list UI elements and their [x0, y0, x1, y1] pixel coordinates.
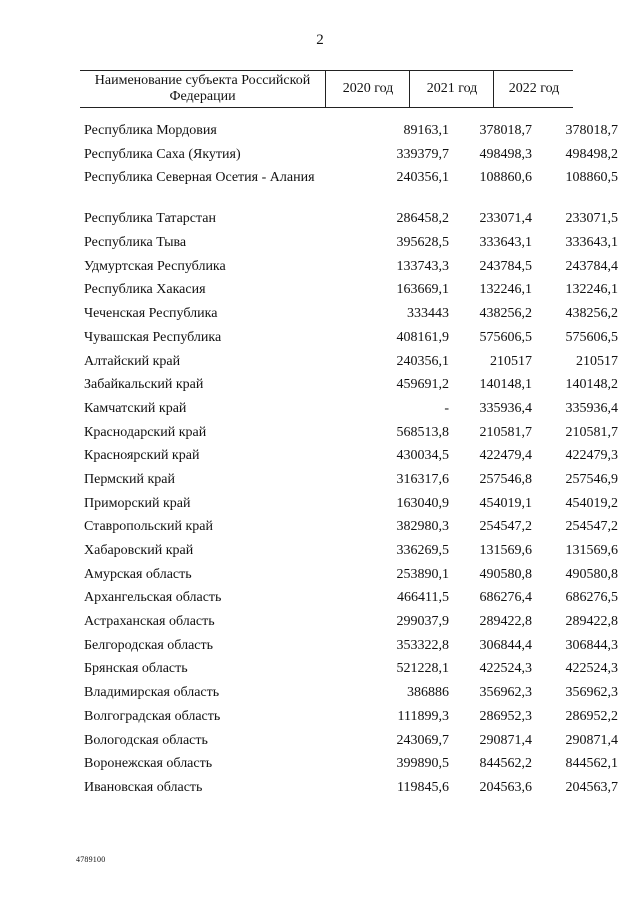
- value-2022-cell: 243784,4: [565, 258, 618, 274]
- table-row: [84, 471, 618, 495]
- value-2020-cell: 111899,3: [397, 708, 449, 724]
- value-2021-cell: 454019,1: [479, 495, 532, 511]
- value-2021-cell: 254547,2: [479, 519, 532, 535]
- table-row: [84, 660, 618, 684]
- table-row: [84, 732, 618, 756]
- value-2020-cell: 521228,1: [396, 661, 449, 677]
- value-2020-cell: 459691,2: [396, 377, 449, 393]
- value-2020-cell: 299037,9: [396, 614, 449, 630]
- value-2020-cell: 240356,1: [396, 170, 449, 186]
- value-2020-cell: 240356,1: [396, 353, 449, 369]
- value-2020-cell: 333443: [407, 306, 449, 322]
- value-2022-cell: 422479,3: [565, 448, 618, 464]
- value-2021-cell: 498498,3: [479, 146, 532, 162]
- region-name-cell: Пермский край: [84, 471, 175, 487]
- value-2020-cell: 382980,3: [396, 519, 449, 535]
- region-name-cell: Чувашская Республика: [84, 329, 222, 345]
- region-name-cell: Белгородская область: [84, 637, 214, 653]
- value-2021-cell: 233071,4: [479, 211, 532, 227]
- value-2020-cell: 568513,8: [396, 424, 449, 440]
- region-name-cell: Республика Мордовия: [84, 123, 217, 138]
- table-row: [84, 210, 618, 234]
- value-2022-cell: 844562,1: [565, 756, 618, 772]
- region-name-cell: Волгоградская область: [84, 708, 221, 724]
- value-2021-cell: 289422,8: [479, 614, 532, 630]
- region-name-cell: Воронежская область: [84, 756, 213, 772]
- table-row: [84, 424, 618, 448]
- region-name-cell: Архангельская область: [84, 590, 222, 606]
- value-2022-cell: 204563,7: [565, 779, 618, 795]
- value-2021-cell: 140148,1: [479, 377, 532, 393]
- header-year-2021: 2021 год: [409, 71, 494, 107]
- region-name-cell: Камчатский край: [84, 400, 187, 416]
- value-2022-cell: 140148,2: [565, 377, 618, 393]
- region-name-cell: Астраханская область: [84, 614, 215, 630]
- value-2022-cell: 132246,1: [565, 282, 618, 298]
- value-2020-cell: 336269,5: [396, 543, 449, 558]
- region-name-cell: Республика Хакасия: [84, 282, 206, 298]
- value-2022-cell: 131569,6: [565, 543, 618, 558]
- value-2021-cell: 378018,7: [479, 123, 532, 138]
- table-header: [80, 70, 573, 108]
- table-row: [84, 234, 618, 258]
- value-2020-cell: 353322,8: [396, 637, 449, 653]
- table-row: [84, 684, 618, 708]
- table-row: [84, 518, 618, 542]
- value-2021-cell: 356962,3: [479, 685, 532, 701]
- region-name-cell: Республика Северная Осетия - Алания: [84, 170, 315, 186]
- region-name-cell: Чеченская Республика: [84, 306, 218, 322]
- value-2020-cell: 133743,3: [396, 258, 449, 274]
- value-2022-cell: 108860,5: [565, 170, 618, 186]
- value-2021-cell: 286952,3: [479, 708, 532, 724]
- value-2020-cell: 399890,5: [396, 756, 449, 772]
- region-name-cell: Республика Саха (Якутия): [84, 146, 241, 162]
- table-row: [84, 122, 618, 146]
- value-2022-cell: 286952,2: [565, 708, 618, 724]
- region-name-cell: Республика Татарстан: [84, 211, 217, 227]
- value-2022-cell: 575606,5: [565, 329, 618, 345]
- region-name-cell: Республика Тыва: [84, 235, 187, 251]
- value-2021-cell: 422479,4: [479, 448, 532, 464]
- table-row: [84, 447, 618, 471]
- region-name-cell: Краснодарский край: [84, 424, 207, 440]
- value-2021-cell: 243784,5: [479, 258, 532, 274]
- value-2020-cell: 339379,7: [396, 146, 449, 162]
- table-row: [84, 376, 618, 400]
- region-name-cell: Хабаровский край: [84, 543, 194, 558]
- region-name-cell: Приморский край: [84, 495, 191, 511]
- table-row: [84, 305, 618, 329]
- value-2021-cell: 438256,2: [479, 306, 532, 322]
- table-row: [84, 566, 618, 590]
- region-name-cell: Забайкальский край: [84, 377, 204, 393]
- value-2022-cell: 438256,2: [565, 306, 618, 322]
- value-2021-cell: 844562,2: [479, 756, 532, 772]
- value-2022-cell: 378018,7: [565, 123, 618, 138]
- value-2021-cell: 306844,4: [479, 637, 532, 653]
- table-body: [84, 122, 618, 803]
- value-2022-cell: 686276,5: [565, 590, 618, 606]
- value-2020-cell: 408161,9: [396, 329, 449, 345]
- table-row: [84, 708, 618, 732]
- value-2022-cell: 290871,4: [565, 732, 618, 748]
- value-2021-cell: 108860,6: [479, 170, 532, 186]
- value-2021-cell: 132246,1: [479, 282, 532, 298]
- value-2022-cell: 356962,3: [565, 685, 618, 701]
- value-2022-cell: 422524,3: [565, 661, 618, 677]
- value-2022-cell: 257546,9: [565, 471, 618, 487]
- value-2022-cell: 454019,2: [565, 495, 618, 511]
- value-2021-cell: 210517: [490, 353, 532, 369]
- value-2020-cell: 243069,7: [396, 732, 449, 748]
- value-2022-cell: 254547,2: [565, 519, 618, 535]
- table-row: [84, 613, 618, 637]
- value-2021-cell: 490580,8: [479, 566, 532, 582]
- value-2021-cell: 210581,7: [479, 424, 532, 440]
- value-2021-cell: 575606,5: [479, 329, 532, 345]
- table-row: [84, 755, 618, 779]
- region-name-cell: Вологодская область: [84, 732, 208, 748]
- region-name-cell: Ставропольский край: [84, 519, 213, 535]
- value-2021-cell: 290871,4: [479, 732, 532, 748]
- value-2020-cell: 89163,1: [403, 123, 449, 138]
- value-2022-cell: 335936,4: [565, 400, 618, 416]
- value-2022-cell: 233071,5: [565, 211, 618, 227]
- value-2020-cell: 316317,6: [396, 471, 449, 487]
- region-name-cell: Брянская область: [84, 661, 188, 677]
- value-2020-cell: -: [444, 400, 449, 416]
- table-row: [84, 400, 618, 424]
- value-2021-cell: 204563,6: [479, 779, 532, 795]
- value-2020-cell: 253890,1: [396, 566, 449, 582]
- value-2020-cell: 163669,1: [396, 282, 449, 298]
- region-name-cell: Алтайский край: [84, 353, 181, 369]
- value-2022-cell: 333643,1: [565, 235, 618, 251]
- value-2020-cell: 163040,9: [396, 495, 449, 511]
- table-row: [84, 258, 618, 282]
- value-2022-cell: 210581,7: [565, 424, 618, 440]
- value-2021-cell: 257546,8: [479, 471, 532, 487]
- header-year-2020: 2020 год: [325, 71, 410, 107]
- value-2020-cell: 286458,2: [396, 211, 449, 227]
- value-2022-cell: 289422,8: [565, 614, 618, 630]
- table-row: [84, 637, 618, 661]
- value-2020-cell: 395628,5: [396, 235, 449, 251]
- value-2022-cell: 490580,8: [565, 566, 618, 582]
- page-number: 2: [316, 32, 324, 48]
- header-year-2022: 2022 год: [493, 71, 574, 107]
- value-2021-cell: 333643,1: [479, 235, 532, 251]
- table-row: [84, 169, 618, 210]
- value-2022-cell: 306844,3: [565, 637, 618, 653]
- value-2020-cell: 119845,6: [397, 779, 449, 795]
- header-region-name: Наименование субъекта Российской Федерации: [94, 73, 311, 104]
- table-row: [84, 495, 618, 519]
- value-2021-cell: 686276,4: [479, 590, 532, 606]
- value-2021-cell: 335936,4: [479, 400, 532, 416]
- value-2020-cell: 466411,5: [397, 590, 449, 606]
- value-2022-cell: 498498,2: [565, 146, 618, 162]
- region-name-cell: Амурская область: [84, 566, 192, 582]
- region-name-cell: Красноярский край: [84, 448, 200, 464]
- value-2020-cell: 386886: [407, 685, 449, 701]
- table-row: [84, 281, 618, 305]
- table-row: [84, 353, 618, 377]
- value-2020-cell: 430034,5: [396, 448, 449, 464]
- region-name-cell: Ивановская область: [84, 779, 203, 795]
- table-row: [84, 589, 618, 613]
- document-code: 4789100: [76, 855, 106, 864]
- table-row: [84, 329, 618, 353]
- region-name-cell: Удмуртская Республика: [84, 258, 226, 274]
- table-row: [84, 542, 618, 566]
- value-2022-cell: 210517: [576, 353, 618, 369]
- value-2021-cell: 422524,3: [479, 661, 532, 677]
- region-name-cell: Владимирская область: [84, 685, 220, 701]
- value-2021-cell: 131569,6: [479, 543, 532, 558]
- table-row: [84, 779, 618, 803]
- table-row: [84, 146, 618, 170]
